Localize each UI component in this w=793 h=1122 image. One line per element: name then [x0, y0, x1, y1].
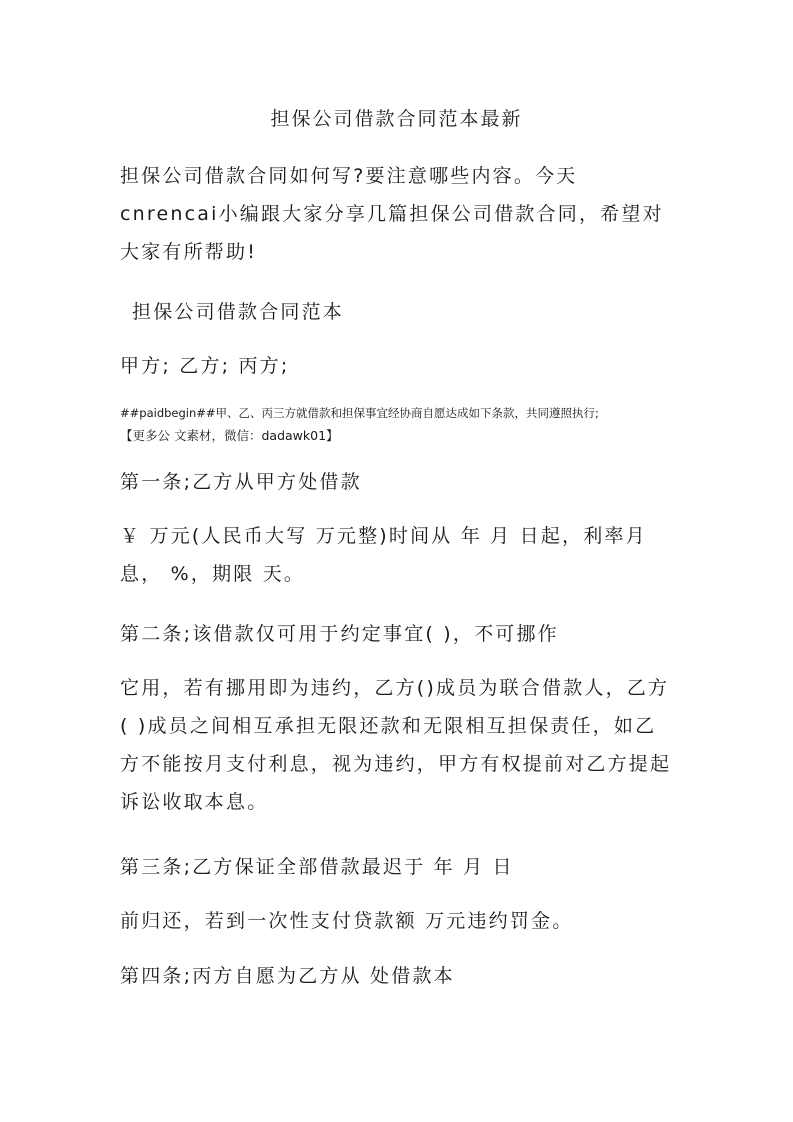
article-4-heading: 第四条;丙方自愿为乙方从 处借款本 [120, 965, 455, 987]
article-2-heading: 第二条;该借款仅可用于约定事宜( )，不可挪作 [120, 623, 559, 645]
document-title: 担保公司借款合同范本最新 [270, 108, 523, 130]
article-1-heading: 第一条;乙方从甲方处借款 [120, 471, 362, 493]
article-2-body: 它用，若有挪用即为违约，乙方()成员为联合借款人，乙方( )成员之间相互承担无限还款和无限相互担保责任，如乙方不能按月支付利息，视为违约，甲方有权提前对乙方提起诉讼收取本息。 [120, 677, 672, 813]
article-1-body: ￥ 万元(人民币大写 万元整)时间从 年 月 日起，利率月息， %，期限 天。 [120, 525, 647, 585]
intro-paragraph: 担保公司借款合同如何写?要注意哪些内容。今天 cnrencai小编跟大家分享几篇担保公司借款合同，希望对大家有所帮助! [120, 165, 664, 263]
paid-marker-line: ##paidbegin##甲、乙、丙三方就借款和担保事宜经协商自愿达成如下条款，共同遵照执行; [120, 406, 599, 420]
parties-line: 甲方; 乙方; 丙方; [120, 355, 290, 377]
article-3-heading: 第三条;乙方保证全部借款最迟于 年 月 日 [120, 856, 514, 878]
promo-line: 【更多公 文素材，微信：dadawk01】 [120, 428, 339, 443]
section-subtitle: 担保公司借款合同范本 [132, 301, 345, 323]
article-3-body: 前归还，若到一次性支付贷款额 万元违约罚金。 [120, 910, 574, 932]
